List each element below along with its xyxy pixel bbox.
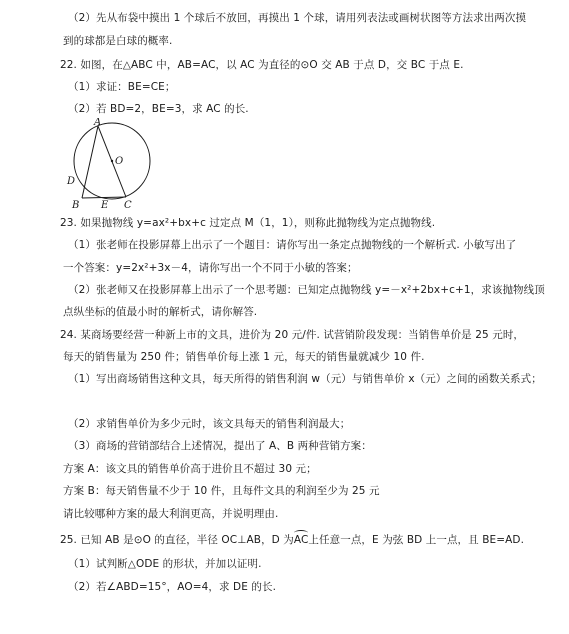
arc-ac-label: AC bbox=[293, 534, 309, 546]
q23-part1-line2: 一个答案：y=2x²+3x－4，请你写出一个不同于小敏的答案； bbox=[63, 262, 358, 274]
q24-part1: （1）写出商场销售这种文具，每天所得的销售利润 w（元）与销售单价 x（元）之间的函数关系式； bbox=[68, 373, 542, 385]
label-e: E bbox=[101, 200, 109, 210]
q24-part3: （3）商场的营销部结合上述情况，提出了 A、B 两种营销方案： bbox=[68, 440, 372, 452]
q21-part2-line2: 到的球都是白球的概率. bbox=[63, 35, 173, 47]
q24-plan-a: 方案 A：该文具的销售单价高于进价且不超过 30 元； bbox=[63, 463, 317, 475]
label-d: D bbox=[67, 176, 76, 187]
label-b: B bbox=[72, 200, 80, 210]
q23-part1-line1: （1）张老师在投影屏幕上出示了一个题目：请你写出一条定点抛物线的一个解析式. 小敏写出了 bbox=[68, 239, 517, 251]
q24-part2: （2）求销售单价为多少元时，该文具每天的销售利润最大； bbox=[68, 418, 351, 430]
q25-stem-pre: 25. 已知 AB 是⊙O 的直径，半径 OC⊥AB，D 为 bbox=[60, 534, 294, 546]
q21-part2-line1: （2）先从布袋中摸出 1 个球后不放回，再摸出 1 个球，请用列表法或画树状图等方法求出两次摸 bbox=[68, 12, 527, 24]
label-c: C bbox=[124, 200, 132, 210]
center-point-o bbox=[111, 160, 113, 162]
q25-part2: （2）若∠ABD=15°，AO=4，求 DE 的长. bbox=[68, 581, 277, 593]
q22-part2: （2）若 BD=2，BE=3，求 AC 的长. bbox=[68, 103, 249, 115]
segment-ab bbox=[82, 126, 98, 198]
q22-part1: （1）求证：BE=CE； bbox=[68, 81, 176, 93]
q23-part2-line1: （2）张老师又在投影屏幕上出示了一个思考题：已知定点抛物线 y=－x²+2bx+c+1，求该抛物线顶 bbox=[68, 284, 545, 296]
q23-part2-line2: 点纵坐标的值最小时的解析式，请你解答. bbox=[63, 306, 258, 318]
q24-ask: 请比较哪种方案的最大利润更高，并说明理由. bbox=[63, 508, 279, 520]
q23-stem: 23. 如果抛物线 y=ax²+bx+c 过定点 M（1，1），则称此抛物线为定点抛物线. bbox=[60, 217, 436, 229]
q24-plan-b: 方案 B：每天销售量不少于 10 件，且每件文具的利润至少为 25 元 bbox=[63, 485, 380, 497]
q22-stem: 22. 如图，在△ABC 中，AB=AC，以 AC 为直径的⊙O 交 AB 于点 D，交 BC 于点 E. bbox=[60, 59, 464, 71]
label-o: O bbox=[115, 156, 124, 167]
q25-stem bbox=[60, 533, 524, 547]
label-a: A bbox=[94, 118, 102, 128]
q25-part1: （1）试判断△ODE 的形状，并加以证明. bbox=[68, 558, 262, 570]
q25-stem-post: 上任意一点，E 为弦 BD 上一点，且 BE=AD. bbox=[308, 534, 525, 546]
q24-stem-line1: 24. 某商场要经营一种新上市的文具，进价为 20 元/件. 试营销阶段发现：当销售单价是 25 元时， bbox=[60, 329, 525, 341]
q22-circle-triangle-figure bbox=[64, 118, 154, 210]
q24-stem-line2: 每天的销售量为 250 件；销售单价每上涨 1 元，每天的销售量就减少 10 件. bbox=[63, 351, 425, 363]
